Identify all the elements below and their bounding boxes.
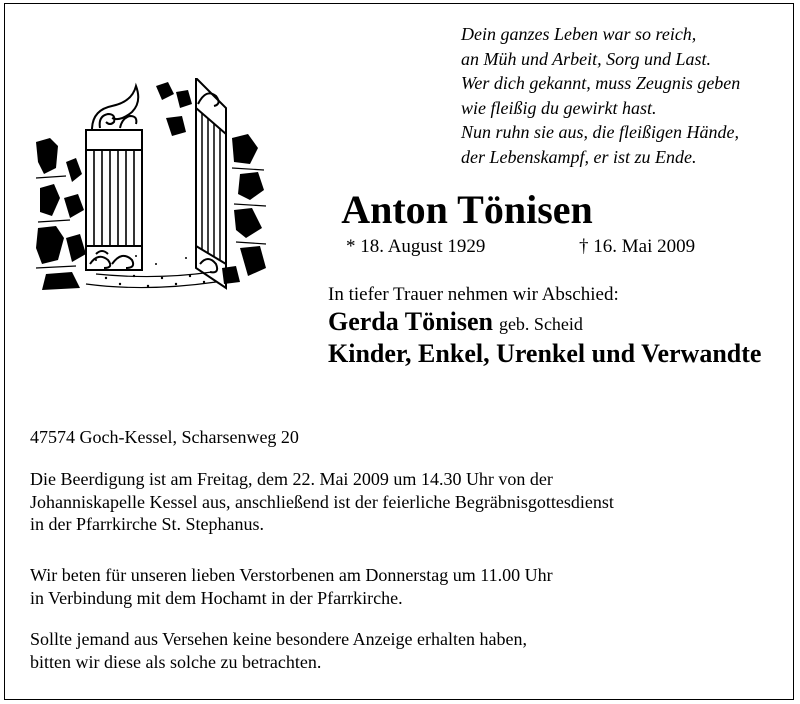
notice-line: bitten wir diese als solche zu betrachten. <box>30 651 322 672</box>
widow-name: Gerda Tönisen <box>328 307 493 336</box>
birth-date: * 18. August 1929 <box>346 236 486 257</box>
family-line: Kinder, Enkel, Urenkel und Verwandte <box>328 339 762 368</box>
prayer-line: in Verbindung mit dem Hochamt in der Pfarrkirche. <box>30 587 403 608</box>
poem-line: der Lebenskampf, er ist zu Ende. <box>461 146 697 167</box>
poem-line: Dein ganzes Leben war so reich, <box>461 24 697 44</box>
prayer-paragraph <box>30 564 553 609</box>
funeral-paragraph <box>30 468 614 536</box>
poem-line: Nun ruhn sie aus, die fleißigen Hände, <box>461 122 739 142</box>
death-date: † 16. Mai 2009 <box>579 236 696 257</box>
poem-line: Wer dich gekannt, muss Zeugnis geben <box>461 73 741 93</box>
mourning-intro: In tiefer Trauer nehmen wir Abschied: <box>328 284 619 305</box>
funeral-line: in der Pfarrkirche St. Stephanus. <box>30 514 264 534</box>
memorial-poem <box>461 22 740 169</box>
notice-paragraph <box>30 628 527 673</box>
widow-line <box>328 307 583 337</box>
address: 47574 Goch-Kessel, Scharsenweg 20 <box>30 427 299 447</box>
notice-line: Sollte jemand aus Versehen keine besondere Anzeige erhalten haben, <box>30 629 527 649</box>
deceased-name: Anton Tönisen <box>341 187 593 232</box>
funeral-line: Johanniskapelle Kessel aus, anschließend ist der feierliche Begräbnisgottesdienst <box>30 491 614 512</box>
widow-birth-name: geb. Scheid <box>498 314 583 334</box>
poem-line: wie fleißig du gewirkt hast. <box>461 97 657 118</box>
open-gate-illustration <box>36 78 268 292</box>
poem-line: an Müh und Arbeit, Sorg und Last. <box>461 48 712 69</box>
prayer-line: Wir beten für unseren lieben Verstorbenen am Donnerstag um 11.00 Uhr <box>30 565 553 585</box>
funeral-line: Die Beerdigung ist am Freitag, dem 22. Mai 2009 um 14.30 Uhr von der <box>30 469 553 489</box>
